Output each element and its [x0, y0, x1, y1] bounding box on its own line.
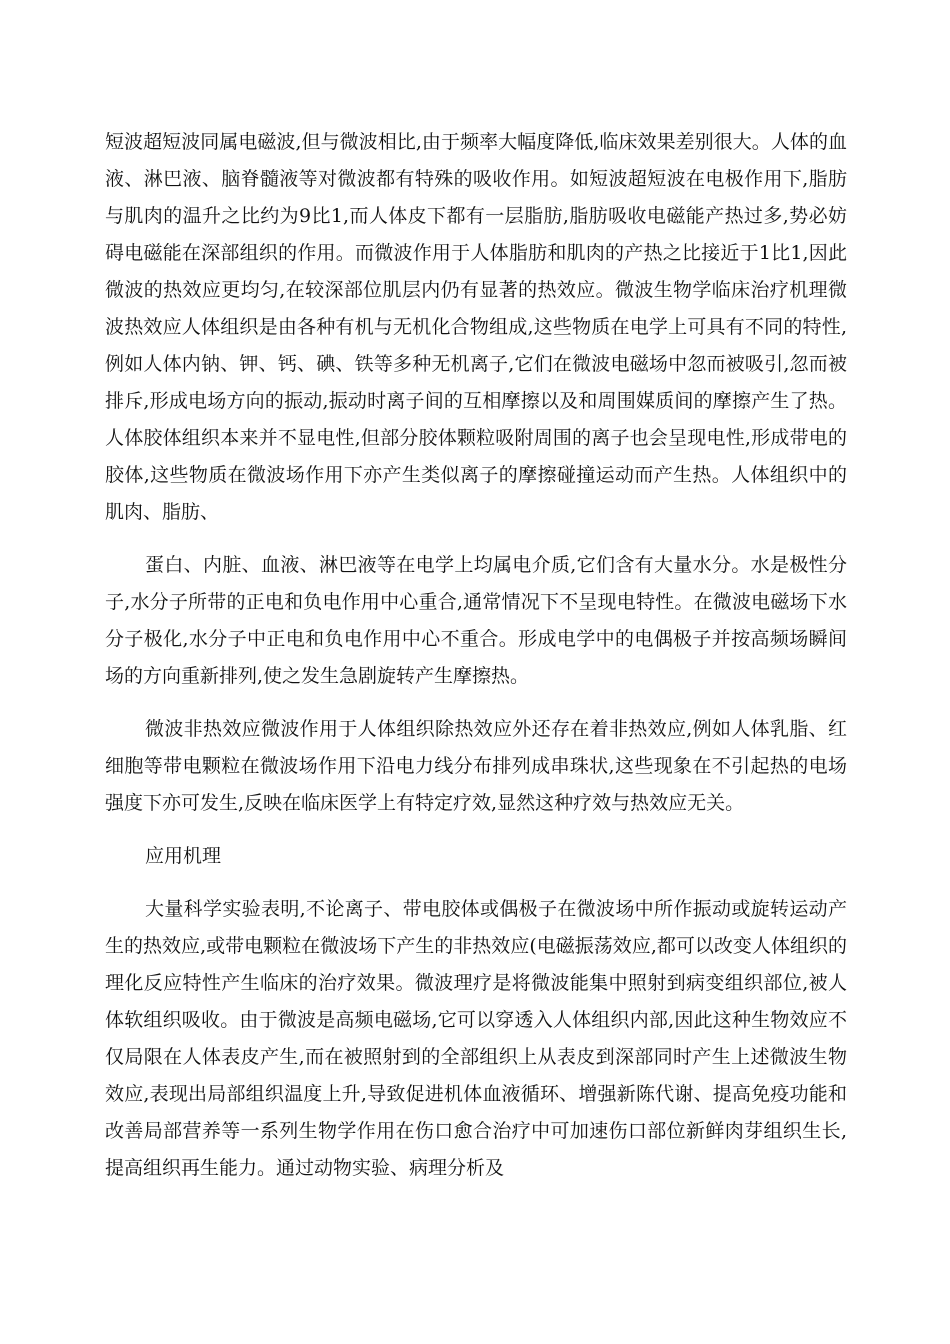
section-heading: 应用机理 [145, 845, 222, 867]
paragraph-application-mechanism: 大量科学实验表明,不论离子、带电胶体或偶极子在微波场中所作振动或旋转运动产生的热效应,或带电颗粒在微波场下产生的非热效应(电磁振荡效应,都可以改变人体组织的理化反应特性产生临床的治疗效果。微波理疗是将微波能集中照射到病变组织部位,被人体软组织吸收。由于微波是高频电磁场,它可以穿透入人体组织内部,因此这种生物效应不仅局限在人体表皮产生,而在被照射到的全部组织上从表皮到深部同时产生上述微波生物效应,表现出局部组织温度上升,导致促进机体血液循环、增强新陈代谢、提高免疫功能和改善局部营养等一系列生物学作用在伤口愈合治疗中可加速伤口部位新鲜肉芽组织生长,提高组织再生能力。通过动物实验、病理分析及 [105, 898, 847, 1179]
paragraph-water-dipole: 蛋白、内脏、血液、淋巴液等在电学上均属电介质,它们含有大量水分。水是极性分子,水分子所带的正电和负电作用中心重合,通常情况下不呈现电特性。在微波电磁场下水分子极化,水分子中正电和负电作用中心不重合。形成电学中的电偶极子并按高频场瞬间场的方向重新排列,使之发生急剧旋转产生摩擦热。 [105, 554, 847, 687]
document-body [105, 124, 847, 1187]
paragraph-non-thermal-effect: 微波非热效应微波作用于人体组织除热效应外还存在着非热效应,例如人体乳脂、红细胞等带电颗粒在微波场作用下沿电力线分布排列成串珠状,这些现象在不引起热的电场强度下亦可发生,反映在临床医学上有特定疗效,显然这种疗效与热效应无关。 [105, 718, 847, 814]
paragraph-thermal-comparison: 短波超短波同属电磁波,但与微波相比,由于频率大幅度降低,临床效果差别很大。人体的血液、淋巴液、脑脊髓液等对微波都有特殊的吸收作用。如短波超短波在电极作用下,脂肪与肌肉的温升之比约为9比1,而人体皮下都有一层脂肪,脂肪吸收电磁能产热过多,势必妨碍电磁能在深部组织的作用。而微波作用于人体脂肪和肌肉的产热之比接近于1比1,因此微波的热效应更均匀,在较深部位肌层内仍有显著的热效应。微波生物学临床治疗机理微波热效应人体组织是由各种有机与无机化合物组成,这些物质在电学上可具有不同的特性,例如人体内钠、钾、钙、碘、铁等多种无机离子,它们在微波电磁场中忽而被吸引,忽而被排斥,形成电场方向的振动,振动时离子间的互相摩擦以及和周围媒质间的摩擦产生了热。人体胶体组织本来并不显电性,但部分胶体颗粒吸附周围的离子也会呈现电性,形成带电的胶体,这些物质在微波场作用下亦产生类似离子的摩擦碰撞运动而产生热。人体组织中的肌肉、脂肪、 [105, 131, 847, 523]
